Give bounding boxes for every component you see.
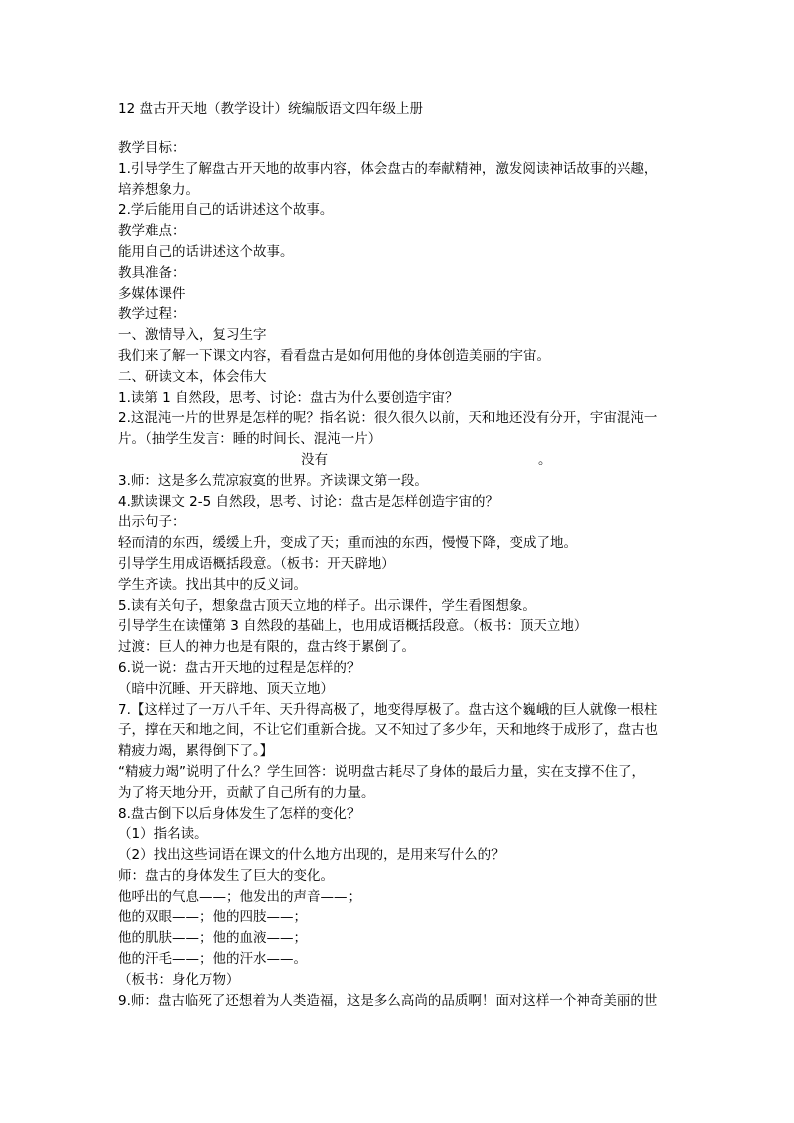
paragraph-line: （板书：身化万物） [118, 971, 240, 988]
paragraph-line: 轻而清的东西，缓缓上升，变成了天；重而浊的东西，慢慢下降，变成了地。 [118, 535, 577, 552]
section-heading-objectives: 教学目标： [118, 140, 186, 156]
paragraph-line: 他呼出的气息——；他发出的声音——； [118, 888, 361, 905]
paragraph-line: 8.盘古倒下以后身体发生了怎样的变化？ [118, 805, 361, 822]
paragraph-line: 片。（抽学生发言：睡的时间长、混沌一片） [118, 431, 382, 448]
paragraph-line: 师：盘古的身体发生了巨大的变化。 [118, 867, 334, 884]
paragraph-line: 出示句子： [118, 514, 186, 531]
paragraph-line: 6.说一说：盘古开天地的过程是怎样的？ [118, 659, 361, 676]
paragraph-line: （1）指名读。 [118, 826, 208, 843]
paragraph-line: 他的汗毛——；他的汗水——。 [118, 951, 307, 968]
paragraph-line: 培养想象力。 [118, 181, 199, 198]
section-heading-materials: 教具准备： [118, 264, 186, 281]
paragraph-line: 5.读有关句子，想象盘古顶天立地的样子。出示课件，学生看图想象。 [118, 597, 536, 614]
paragraph-line: 多媒体课件 [118, 285, 186, 302]
paragraph-line: “精疲力竭”说明了什么？学生回答：说明盘古耗尽了身体的最后力量，实在支撑不住了， [118, 763, 645, 780]
paragraph-line: 2.这混沌一片的世界是怎样的呢？指名说：很久很久以前，天和地还没有分开，宇宙混沌一 [118, 410, 658, 427]
paragraph-line: 1.引导学生了解盘古开天地的故事内容，体会盘古的奉献精神，激发阅读神话故事的兴趣， [118, 160, 658, 177]
paragraph-line: 4.默读课文 2-5 自然段，思考、讨论：盘古是怎样创造宇宙的？ [118, 493, 500, 510]
document-title: 12 盘古开天地（教学设计）统编版语文四年级上册 [118, 101, 423, 117]
paragraph-line: 7.【这样过了一万八千年、天升得高极了，地变得厚极了。盘古这个巍峨的巨人就像一根柱 [118, 701, 658, 718]
paragraph-line: 精疲力竭，累得倒下了。】 [118, 743, 274, 760]
fill-in-left-text: 没有 [301, 451, 328, 468]
paragraph-line: 学生齐读。找出其中的反义词。 [118, 576, 307, 593]
paragraph-line: （暗中沉睡、开天辟地、顶天立地） [118, 680, 334, 697]
paragraph-line: 为了将天地分开，贡献了自己所有的力量。 [118, 784, 375, 801]
fill-in-line [118, 450, 690, 471]
paragraph-line: 2.学后能用自己的话讲述这个故事。 [118, 202, 334, 219]
paragraph-line: 子，撑在天和地之间，不让它们重新合拢。又不知过了多少年，天和地终于成形了，盘古也 [118, 722, 658, 739]
paragraph-line: 引导学生在读懂第 3 自然段的基础上，也用成语概括段意。（板书：顶天立地） [118, 618, 588, 635]
paragraph-line: 过渡：巨人的神力也是有限的，盘古终于累倒了。 [118, 639, 415, 656]
section-heading-difficulty: 教学难点： [118, 223, 186, 240]
fill-in-right-text: 。 [538, 451, 552, 468]
paragraph-line: 二、研读文本，体会伟大 [118, 368, 267, 385]
document-body [118, 138, 690, 1011]
paragraph-line: 他的肌肤——；他的血液——； [118, 930, 307, 947]
paragraph-line: 9.师：盘古临死了还想着为人类造福，这是多么高尚的品质啊！面对这样一个神奇美丽的世 [118, 992, 658, 1009]
paragraph-line: 一、激情导入，复习生字 [118, 327, 267, 344]
paragraph-line: 我们来了解一下课文内容，看看盘古是如何用他的身体创造美丽的宇宙。 [118, 347, 550, 364]
section-heading-process: 教学过程： [118, 306, 186, 323]
paragraph-line: （2）找出这些词语在课文的什么地方出现的，是用来写什么的？ [118, 847, 505, 864]
paragraph-line: 1.读第 1 自然段，思考、讨论：盘古为什么要创造宇宙？ [118, 389, 459, 406]
paragraph-line: 3.师：这是多么荒凉寂寞的世界。齐读课文第一段。 [118, 472, 428, 489]
paragraph-line: 引导学生用成语概括段意。（板书：开天辟地） [118, 555, 395, 572]
paragraph-line: 能用自己的话讲述这个故事。 [118, 243, 294, 260]
paragraph-line: 他的双眼——；他的四肢——； [118, 909, 307, 926]
